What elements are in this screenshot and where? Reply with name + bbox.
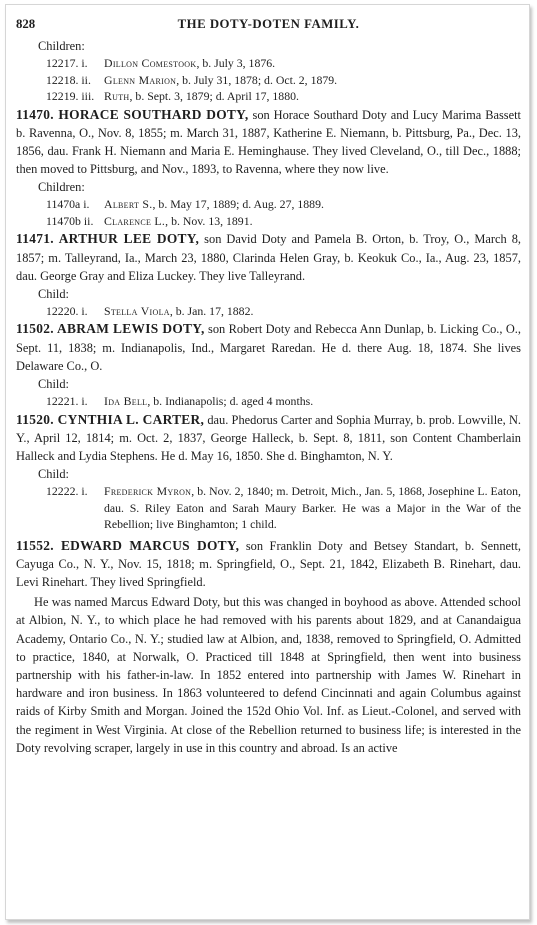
entry-heading: 11520. CYNTHIA L. CARTER, (16, 411, 205, 427)
page-header (16, 13, 521, 33)
child-number: 11470b ii. (46, 213, 94, 228)
entry-11502 (16, 320, 521, 375)
child-name: Ida Bell (104, 394, 148, 409)
entry-heading: 11502. ABRAM LEWIS DOTY, (16, 321, 205, 337)
entry-heading: 11471. ARTHUR LEE DOTY, (16, 231, 200, 247)
child-entry (16, 72, 521, 89)
child-detail: , b. July 31, 1878; d. Oct. 2, 1879. (176, 72, 338, 87)
page-frame (5, 4, 530, 920)
child-name: Ruth (104, 89, 130, 103)
child-detail: , b. July 3, 1876. (196, 56, 276, 70)
entry-11470 (16, 106, 521, 179)
child-detail: , b. Nov. 2, 1840; m. Detroit, Mich., Jan. 5, 1868, Josephine L. Eaton, dau. S. Riley Eaton and Sarah Maury Barker. He was a Major in the War of the Rebellion; live Binghamton; 1 child. (104, 484, 522, 532)
entry-11520 (16, 411, 521, 466)
child-number: 12217. i. (46, 56, 88, 70)
page-number: 828 (16, 16, 36, 31)
entry-text: dau. Phedorus Carter and Sophia Murray, b. prob. Lowville, N. Y., April 12, 1814; m. Oct. 2, 1837, George Halleck, b. Sept. 8, 1811, son Content Chamberlain Halleck and Lydia Stephens. He d. May 16, 1850. She d. Binghamton, N. Y. (16, 412, 521, 463)
child-name: Glenn Marion (104, 72, 177, 87)
child-label: Child: (38, 377, 69, 392)
entry-11471 (16, 230, 521, 285)
children-label: Children: (38, 39, 85, 53)
child-detail: , b. May 17, 1889; d. Aug. 27, 1889. (152, 197, 324, 212)
entry-heading: 11552. EDWARD MARCUS DOTY, (16, 537, 240, 553)
child-detail: , b. Sept. 3, 1879; d. April 17, 1880. (129, 89, 299, 103)
child-entry (16, 88, 521, 105)
child-number: 12220. i. (46, 303, 88, 318)
child-number: 12222. i. (46, 484, 88, 499)
child-label: Child: (38, 467, 69, 482)
child-name: Frederick Myron (104, 484, 192, 499)
child-name: Stella Viola (104, 303, 170, 318)
child-number: 12221. i. (46, 394, 88, 409)
entry-11552 (16, 537, 521, 592)
child-name: Dillon Comestook (104, 56, 197, 70)
children-label: Children: (38, 180, 85, 195)
child-entry (16, 213, 521, 230)
child-number: 12219. iii. (46, 89, 95, 103)
book-page (16, 5, 521, 757)
child-entry (16, 483, 521, 533)
child-entry (16, 303, 521, 320)
child-entry (16, 196, 521, 213)
child-label: Child: (38, 286, 69, 301)
entry-text: son David Doty and Pamela B. Orton, b. Troy, O., March 8, 1857; m. Talleyrand, Ia., March 23, 1880, Clarinda Helen Gray, b. Keokuk Co., Ia., Aug. 23, 1857, dau. George Gray and Eliza Luckey. They live Talleyrand. (16, 232, 521, 283)
child-name: Clarence L. (104, 213, 166, 228)
child-detail: , b. Jan. 17, 1882. (169, 303, 254, 318)
child-entry (16, 393, 521, 410)
entry-text: son Robert Doty and Rebecca Ann Dunlap, b. Licking Co., O., Sept. 11, 1838; m. Indianapolis, Ind., Margaret Raredan. He d. there Aug. 18, 1874. She lives Delaware Co., O. (16, 322, 522, 373)
child-number: 12218. ii. (46, 72, 91, 87)
child-detail: , b. Nov. 13, 1891. (165, 213, 253, 228)
running-head: THE DOTY-DOTEN FAMILY. (177, 16, 360, 31)
child-number: 11470a i. (46, 197, 90, 212)
entry-text: son Franklin Doty and Betsey Standart, b. Sennett, Cayuga Co., N. Y., Nov. 15, 1818; m. Springfield, O., Sept. 21, 1842, Elizabeth B. Rinehart, dau. Levi Rinehart. They lived Springfield. (16, 538, 521, 590)
child-entry (16, 55, 521, 72)
entry-heading: 11470. HORACE SOUTHARD DOTY, (16, 106, 249, 122)
child-detail: , b. Indianapolis; d. aged 4 months. (147, 394, 314, 409)
child-name: Albert S. (104, 197, 153, 212)
entry-text: son Horace Southard Doty and Lucy Marima Bassett b. Ravenna, O., Nov. 8, 1855; m. March 31, 1887, Katherine E. Niemann, b. Pittsburg, Pa., Dec. 13, 1856, dau. Frank H. Niemann and Maria E. Heminghause. They lived Cleveland, O., till Dec., 1888; then moved to Pittsburg, and Nov., 1893, to Ravenna, where they now live. (16, 107, 521, 177)
biography-paragraph: He was named Marcus Edward Doty, but this was changed in boyhood as above. Attended school at Albion, N. Y., to which place he had removed with his parents about 1829, and at Canandaigua Academy, Ontario Co., N. Y.; studied law at Albion, and, 1838, removed to Springfield, O. Admitted to practice, 1840, at Norwalk, O. Practiced till 1848 at Springfield, then went into business partnership with his father-in-law. In 1852 entered into partnership with James W. Rinehart in hardware and iron business. In 1863 volunteered to defend Cincinnati and again Columbus against raids of Kirby Smith and Morgan. Joined the 152d Ohio Vol. Inf. as Lieut.-Colonel, and served with the regiment in West Virginia. At close of the Rebellion returned to business life; is interested in the Doty revolving scraper, largely in use in this country and abroad. Is an active (16, 595, 521, 755)
